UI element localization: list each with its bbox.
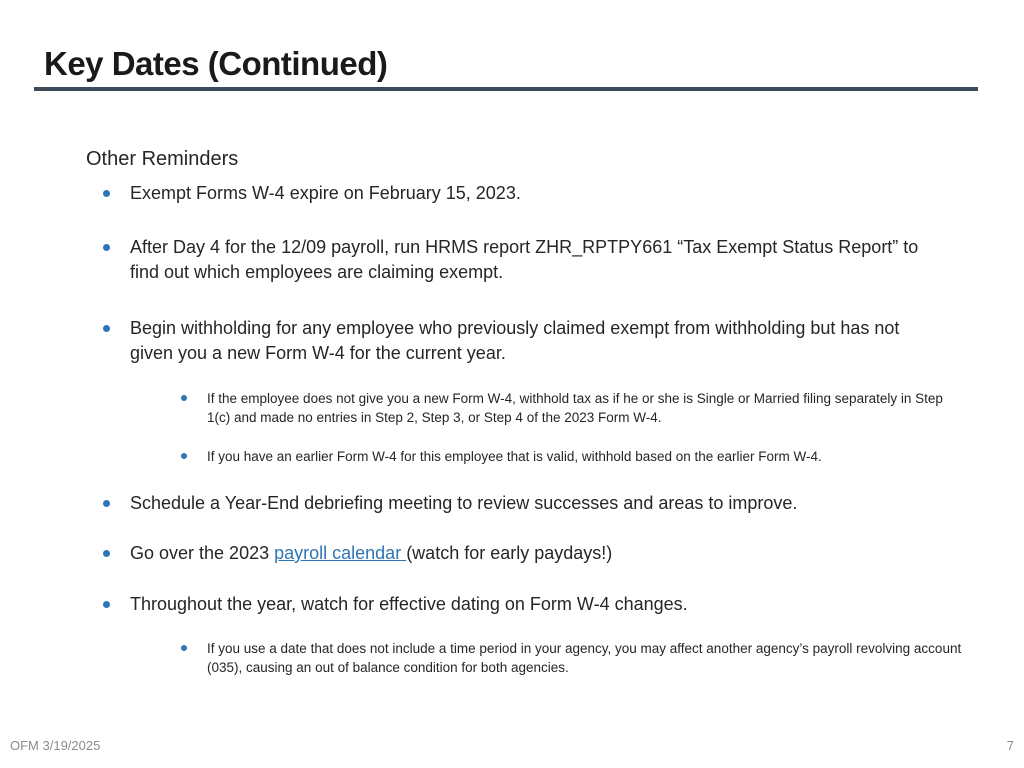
bullet-dot-icon <box>181 395 187 401</box>
bullet-item <box>130 541 950 566</box>
title-divider <box>34 87 978 91</box>
bullet-dot-icon <box>103 190 110 197</box>
sub-bullet-item <box>207 389 967 427</box>
bullet-text: Begin withholding for any employee who previously claimed exempt from withholding but has not given you a new Form W-4 for the current year. <box>130 318 900 363</box>
bullet-item <box>130 316 940 366</box>
bullet-dot-icon <box>103 325 110 332</box>
bullet-text: Schedule a Year-End debriefing meeting to review successes and areas to improve. <box>130 493 798 513</box>
bullet-text-after-link: (watch for early paydays!) <box>406 543 613 563</box>
sub-bullet-text: If the employee does not give you a new Form W-4, withhold tax as if he or she is Single or Married filing separately in Step 1(c) and made no entries in Step 2, Step 3, or Step 4 of the 2023 Form W-4. <box>207 391 943 425</box>
bullet-dot-icon <box>103 550 110 557</box>
bullet-dot-icon <box>181 645 187 651</box>
sub-bullet-text: If you have an earlier Form W-4 for this employee that is valid, withhold based on the earlier Form W-4. <box>207 449 822 464</box>
bullet-dot-icon <box>103 500 110 507</box>
bullet-text-before-link: Go over the 2023 <box>130 543 275 563</box>
bullet-dot-icon <box>181 453 187 459</box>
page-title: Key Dates (Continued) <box>44 45 388 82</box>
bullet-text: Throughout the year, watch for effective dating on Form W-4 changes. <box>130 594 688 614</box>
sub-bullet-text: If you use a date that does not include a time period in your agency, you may affect another agency’s payroll revolving account (035), causing an out of balance condition for both agencies. <box>207 641 962 675</box>
bullet-text: After Day 4 for the 12/09 payroll, run HRMS report ZHR_RPTPY661 “Tax Exempt Status Report” to find out which employees are claiming exempt. <box>130 237 919 282</box>
bullet-text: Exempt Forms W-4 expire on February 15, 2023. <box>130 183 521 203</box>
slide-page-number: 7 <box>1006 738 1014 753</box>
bullet-dot-icon <box>103 601 110 608</box>
footer-source-date: OFM 3/19/2025 <box>10 738 101 753</box>
section-heading: Other Reminders <box>86 148 239 170</box>
bullet-item <box>130 235 940 285</box>
bullet-item <box>130 181 950 206</box>
bullet-item <box>130 592 950 617</box>
payroll-calendar-link[interactable]: payroll calendar <box>274 543 407 563</box>
sub-bullet-item <box>207 639 967 677</box>
bullet-dot-icon <box>103 244 110 251</box>
bullet-item <box>130 491 950 516</box>
sub-bullet-item <box>207 447 967 466</box>
